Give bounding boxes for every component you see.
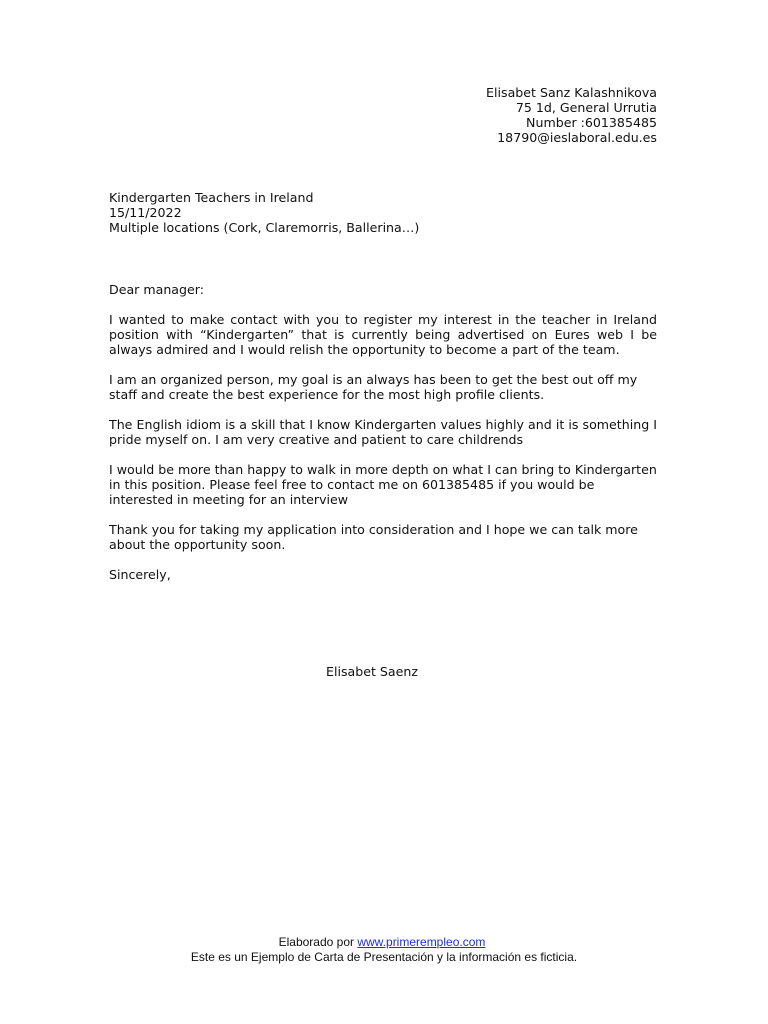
- signature: Elisabet Saenz: [326, 664, 418, 679]
- paragraph-interest: I wanted to make contact with you to register my interest in the teacher in Ireland position with “Kindergarten” that is currently being advertised on Eures web I be always admired and I would relish the opportunity to become a part of the team.: [109, 312, 657, 357]
- footer-credit: [0, 935, 768, 950]
- recipient-block: [109, 190, 419, 235]
- sender-block: [486, 85, 657, 145]
- footer-link[interactable]: www.primerempleo.com: [357, 935, 486, 949]
- sender-email: 18790@ieslaboral.edu.es: [497, 130, 657, 145]
- paragraph-thanks: Thank you for taking my application into consideration and I hope we can talk more about the opportunity soon.: [109, 522, 638, 552]
- footer-disclaimer: Este es un Ejemplo de Carta de Presentación y la información es ficticia.: [190, 950, 578, 964]
- footer-prefix: Elaborado por: [278, 935, 358, 949]
- closing: Sincerely,: [109, 567, 171, 582]
- paragraph-skills: The English idiom is a skill that I know Kindergarten values highly and it is something I pride myself on. I am very creative and patient to care childrends: [109, 417, 657, 447]
- job-locations: Multiple locations (Cork, Claremorris, Ballerina…): [109, 220, 420, 235]
- salutation: Dear manager:: [109, 282, 204, 297]
- letter-date: 15/11/2022: [109, 205, 182, 220]
- paragraph-contact: I would be more than happy to walk in more depth on what I can bring to Kindergarten in this position. Please feel free to contact me on 601385485 if you would be interested in meeting for an interview: [109, 462, 657, 507]
- sender-address: 75 1d, General Urrutia: [515, 100, 657, 115]
- sender-phone: Number :601385485: [526, 115, 657, 130]
- letter-body: [109, 282, 657, 582]
- paragraph-personality: I am an organized person, my goal is an always has been to get the best out off my staff and create the best experience for the most high profile clients.: [109, 372, 638, 402]
- sender-name: Elisabet Sanz Kalashnikova: [486, 85, 657, 100]
- job-position: Kindergarten Teachers in Ireland: [109, 190, 314, 205]
- footer: [0, 935, 768, 965]
